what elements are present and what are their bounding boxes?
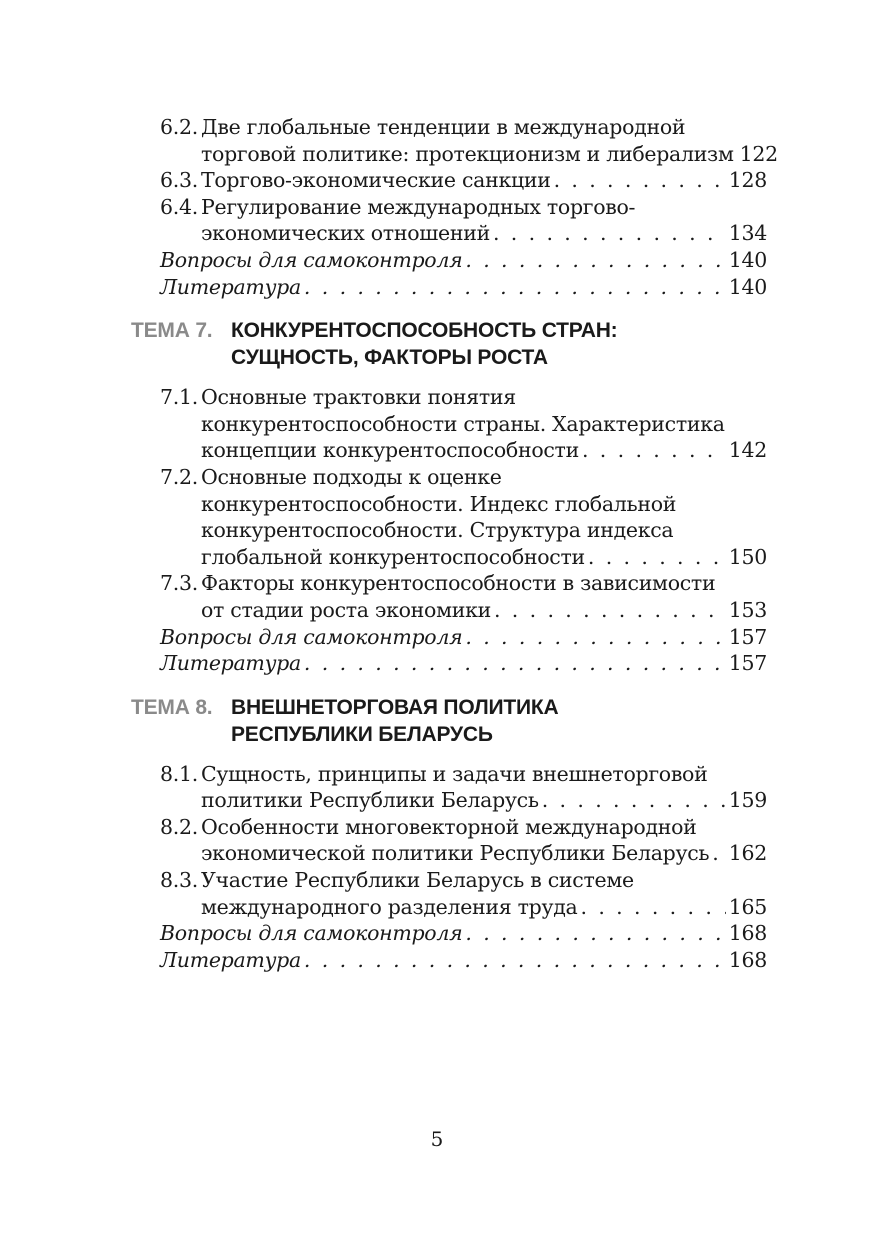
table-of-contents bbox=[0, 114, 874, 973]
toc-auxiliary-entry[interactable] bbox=[160, 947, 767, 974]
chapter-title bbox=[231, 317, 617, 371]
toc-entry-line bbox=[160, 840, 767, 867]
toc-entry-text: Вопросы для самоконтроля bbox=[160, 921, 463, 946]
toc-page-number: 122 bbox=[739, 141, 778, 166]
toc-page-number: 168 bbox=[728, 947, 767, 972]
toc-entry-line bbox=[160, 411, 767, 438]
toc-entry-text: концепции конкурентоспособности bbox=[201, 438, 579, 463]
toc-entry-text: Факторы конкурентоспособности в зависимости bbox=[201, 571, 716, 596]
chapter-title-line: РЕСПУБЛИКИ БЕЛАРУСЬ bbox=[231, 722, 493, 746]
toc-entry[interactable] bbox=[160, 867, 767, 920]
toc-entry-text: торговой политике: протекционизм и либерализм bbox=[201, 141, 734, 166]
toc-entry-line bbox=[160, 650, 767, 677]
toc-page-number: 165 bbox=[728, 894, 767, 919]
toc-entry-text: конкурентоспособности страны. Характеристика bbox=[201, 411, 725, 436]
toc-entry-text: Вопросы для самоконтроля bbox=[160, 624, 463, 649]
chapter-label: ТЕМА 7. bbox=[131, 319, 213, 343]
toc-entry-line bbox=[160, 761, 767, 788]
dot-leader bbox=[493, 220, 726, 247]
chapter-title-line: КОНКУРЕНТОСПОСОБНОСТЬ СТРАН: bbox=[231, 319, 618, 343]
toc-entry[interactable] bbox=[160, 384, 767, 464]
toc-entry-number: 7.3. bbox=[160, 571, 198, 596]
toc-page-number: 157 bbox=[728, 651, 767, 676]
toc-entry-line bbox=[160, 894, 767, 921]
toc-page-number: 140 bbox=[728, 274, 767, 299]
toc-entry-number: 6.3. bbox=[160, 168, 198, 193]
toc-entry-line bbox=[160, 597, 767, 624]
dot-leader bbox=[580, 894, 725, 921]
toc-entry-number: 7.1. bbox=[160, 385, 198, 410]
toc-page-number: 159 bbox=[728, 788, 767, 813]
dot-leader bbox=[304, 650, 726, 677]
dot-leader bbox=[465, 920, 725, 947]
dot-leader bbox=[712, 840, 726, 867]
toc-auxiliary-entry[interactable] bbox=[160, 624, 767, 651]
dot-leader bbox=[588, 544, 726, 571]
toc-entry-line bbox=[160, 220, 767, 247]
toc-entry-number: 6.4. bbox=[160, 194, 198, 219]
toc-entry-line bbox=[160, 920, 767, 947]
toc-entry-text: Сущность, принципы и задачи внешнеторговой bbox=[201, 761, 708, 786]
chapter-heading bbox=[0, 317, 874, 371]
toc-entry-line bbox=[160, 491, 767, 518]
toc-page-number: 128 bbox=[728, 168, 767, 193]
toc-entry-line bbox=[160, 194, 767, 221]
toc-entry-text: политики Республики Беларусь bbox=[201, 788, 539, 813]
toc-entry[interactable] bbox=[160, 464, 767, 570]
toc-entry-line bbox=[160, 247, 767, 274]
toc-entry-text: глобальной конкурентоспособности bbox=[201, 544, 585, 569]
toc-page-number: 168 bbox=[728, 921, 767, 946]
toc-entry-number: 8.1. bbox=[160, 761, 198, 786]
dot-leader bbox=[554, 167, 726, 194]
toc-entry[interactable] bbox=[160, 167, 767, 194]
toc-entry-line bbox=[160, 544, 767, 571]
toc-page-number: 162 bbox=[728, 841, 767, 866]
toc-entry[interactable] bbox=[160, 570, 767, 623]
toc-entry-line bbox=[160, 787, 767, 814]
toc-entry-text: Торгово-экономические санкции bbox=[201, 168, 551, 193]
dot-leader bbox=[304, 274, 726, 301]
toc-entry-number: 7.2. bbox=[160, 464, 198, 489]
page-number: 5 bbox=[430, 1127, 444, 1151]
toc-entry[interactable] bbox=[160, 761, 767, 814]
dot-leader bbox=[582, 437, 726, 464]
toc-auxiliary-entry[interactable] bbox=[160, 650, 767, 677]
toc-entry[interactable] bbox=[160, 114, 778, 167]
toc-entry-line bbox=[160, 384, 767, 411]
chapter-title-line: ВНЕШНЕТОРГОВАЯ ПОЛИТИКА bbox=[231, 695, 559, 719]
dot-leader bbox=[465, 247, 725, 274]
toc-auxiliary-entry[interactable] bbox=[160, 274, 767, 301]
toc-entry-text: Литература bbox=[160, 947, 301, 972]
dot-leader bbox=[494, 597, 726, 624]
toc-entry-line bbox=[160, 947, 767, 974]
toc-entry-text: от стадии роста экономики bbox=[201, 597, 491, 622]
toc-page-number: 153 bbox=[728, 597, 767, 622]
toc-entry-line bbox=[160, 570, 767, 597]
toc-entry-line bbox=[160, 141, 778, 168]
toc-auxiliary-entry[interactable] bbox=[160, 247, 767, 274]
toc-entry-text: Две глобальные тенденции в международной bbox=[201, 115, 686, 139]
chapter-label: ТЕМА 8. bbox=[131, 695, 213, 719]
toc-page-number: 150 bbox=[728, 544, 767, 569]
toc-entry-line bbox=[160, 274, 767, 301]
toc-entry-text: Вопросы для самоконтроля bbox=[160, 247, 463, 272]
toc-entry-line bbox=[160, 517, 767, 544]
toc-entry-line bbox=[160, 624, 767, 651]
toc-entry-line bbox=[160, 867, 767, 894]
toc-entry-text: экономических отношений bbox=[201, 221, 490, 246]
toc-entry-line bbox=[160, 814, 767, 841]
toc-entry-text: Основные подходы к оценке bbox=[201, 464, 502, 489]
toc-entry-text: Участие Республики Беларусь в системе bbox=[201, 868, 634, 893]
toc-entry-text: конкурентоспособности. Индекс глобальной bbox=[201, 491, 677, 516]
toc-entry-text: международного разделения труда bbox=[201, 894, 578, 919]
chapter-title bbox=[231, 694, 558, 748]
toc-entry-text: Литература bbox=[160, 274, 301, 299]
toc-entry[interactable] bbox=[160, 814, 767, 867]
toc-entry-text: экономической политики Республики Беларусь bbox=[201, 841, 710, 866]
toc-page-number: 157 bbox=[728, 624, 767, 649]
toc-auxiliary-entry[interactable] bbox=[160, 920, 767, 947]
toc-entry-line bbox=[160, 437, 767, 464]
toc-entry-text: Особенности многовекторной международной bbox=[201, 814, 697, 839]
toc-entry-text: конкурентоспособности. Структура индекса bbox=[201, 518, 674, 543]
toc-entry[interactable] bbox=[160, 194, 767, 247]
toc-entry-line bbox=[160, 114, 767, 141]
toc-page-number: 142 bbox=[728, 438, 767, 463]
toc-entry-number: 8.3. bbox=[160, 868, 198, 893]
toc-entry-text: Основные трактовки понятия bbox=[201, 385, 516, 410]
toc-entry-line bbox=[160, 464, 767, 491]
dot-leader bbox=[304, 947, 726, 974]
toc-entry-text: Регулирование международных торгово- bbox=[201, 194, 636, 219]
dot-leader bbox=[542, 787, 726, 814]
toc-entry-text: Литература bbox=[160, 651, 301, 676]
toc-entry-line bbox=[160, 167, 767, 194]
toc-page-number: 140 bbox=[728, 247, 767, 272]
dot-leader bbox=[465, 624, 725, 651]
chapter-title-line: СУЩНОСТЬ, ФАКТОРЫ РОСТА bbox=[231, 346, 548, 370]
chapter-heading bbox=[0, 694, 874, 748]
toc-entry-number: 6.2. bbox=[160, 115, 198, 139]
toc-page-number: 134 bbox=[728, 221, 767, 246]
toc-entry-number: 8.2. bbox=[160, 814, 198, 839]
